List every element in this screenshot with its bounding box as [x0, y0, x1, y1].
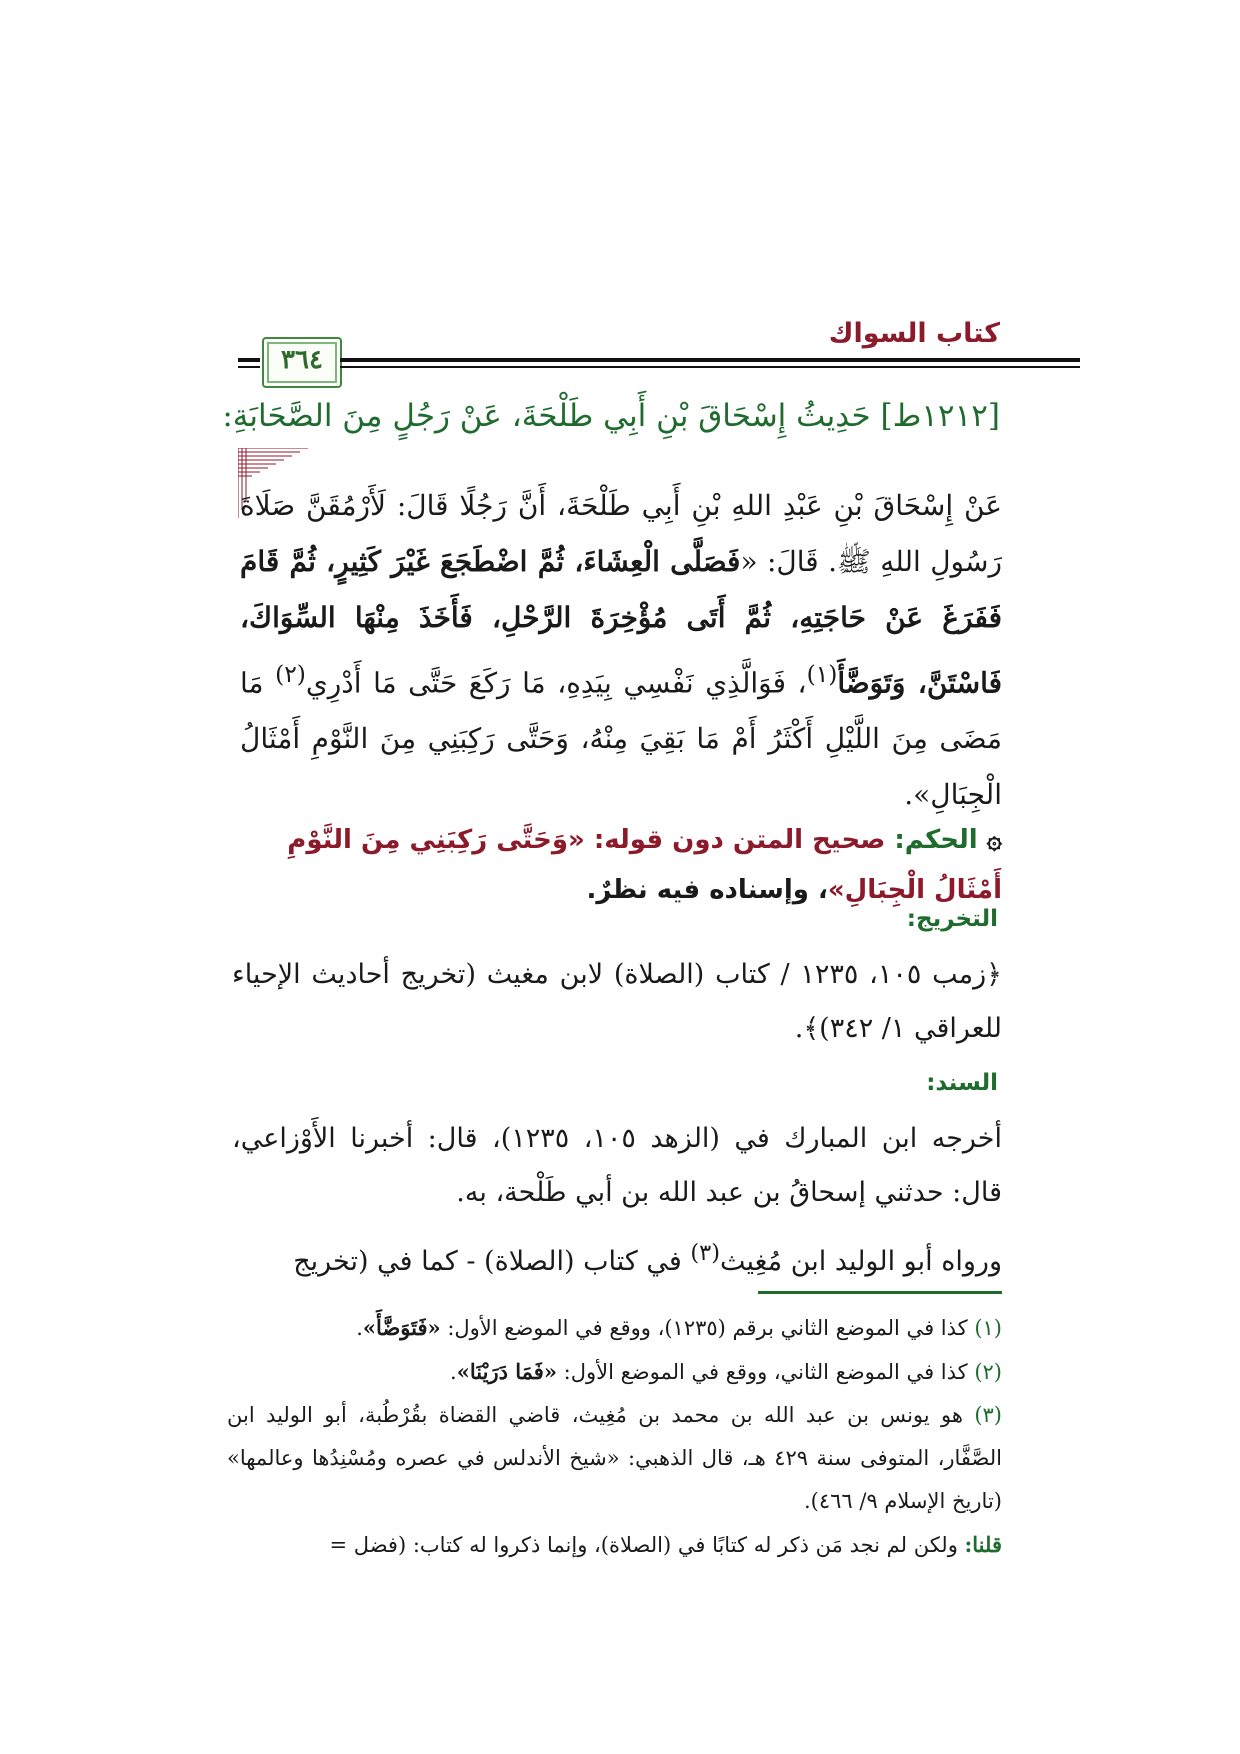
page-number-frame [262, 337, 342, 388]
sanad-paragraph: أخرجه ابن المبارك في (الزهد ١٠٥، ١٢٣٥)، قال: أخبرنا الأَوْزاعي، قال: حدثني إسحاقُ بن عبد الله بن أبي طَلْحة، به. [232, 1123, 1002, 1208]
footnote-end: . [356, 1316, 363, 1340]
ruling-rest: ، وإسناده فيه نظرٌ. [586, 875, 828, 905]
footnote-separator [758, 1291, 1002, 1294]
header-rule [340, 366, 1080, 368]
flower-ornament-icon: ۞ [986, 825, 1002, 855]
footnote [227, 1350, 1002, 1394]
hadith-text-bold: فَصَلَّى الْعِشَاءَ، ثُمَّ اضْطَجَعَ غَيْرَ كَثِيرٍ، ثُمَّ قَامَ فَفَرَغَ عَنْ حَاجَتِهِ، ثُمَّ أَتَى مُؤْخِرَةَ الرَّحْلِ، فَأَخَذَ مِنْهَا السِّوَاكَ، فَاسْتَنَّ، وَتَوَضَّأَ [240, 545, 1003, 700]
hadith-text [240, 478, 1002, 823]
footnote-quote: «فَتَوَضَّأَ» [362, 1315, 441, 1340]
footnote-ref[interactable]: (٢) [275, 660, 306, 688]
footnote-marker: (٢) [974, 1360, 1002, 1384]
book-title: كتاب السواك [828, 318, 1000, 349]
footnote-marker: (١) [974, 1316, 1002, 1340]
sanad-label: السند: [926, 1070, 998, 1096]
page-number: ٣٦٤ [281, 345, 323, 375]
footnote-ref[interactable]: (١) [806, 660, 838, 688]
sanad-text: في كتاب (الصلاة) - كما في (تخريج [293, 1246, 691, 1277]
ruling-text: صحيح المتن دون قوله: [584, 825, 895, 855]
footnote-marker: (٣) [974, 1403, 1002, 1427]
ruling-quote: «وَحَتَّى رَكِبَنِي مِنَ النَّوْمِ أَمْثَالُ الْجِبَالِ» [287, 825, 1002, 905]
footnote-text: هو يونس بن عبد الله بن محمد بن مُغِيث، قاضي القضاة بقُرْطُبة، أبو الوليد ابن الصَّفَّار، المتوفى سنة ٤٢٩ هـ، قال الذهبي: «شيخ الأندلس في عصره ومُسْنِدُها وعالمها» (تاريخ الإسلام ٩/ ٤٦٦). [227, 1403, 1002, 1513]
footnote-quote: «فَمَا دَرَيْنَا» [456, 1359, 557, 1384]
hadith-heading: [١٢١٢ط] حَدِيثُ إِسْحَاقَ بْنِ أَبِي طَلْحَةَ، عَنْ رَجُلٍ مِنَ الصَّحَابَةِ: [222, 398, 1000, 434]
footnote-label: قلنا: [964, 1532, 1002, 1557]
footnote-text: كذا في الموضع الثاني برقم (١٢٣٥)، ووقع في الموضع الأول: [440, 1316, 975, 1340]
sanad-text: ورواه أبو الوليد ابن مُغِيث [720, 1246, 1002, 1277]
takhrij-label: التخريج: [906, 906, 998, 932]
takhrij-text: ﴿زمب ١٠٥، ١٢٣٥ / كتاب (الصلاة) لابن مغيث (تخريج أحاديث الإحياء للعراقي ١/ ٣٤٢)﴾. [232, 959, 1003, 1044]
footnote [227, 1394, 1002, 1523]
header-rule [340, 358, 1080, 362]
footnote-text: كذا في الموضع الثاني، ووقع في الموضع الأول: [556, 1360, 975, 1384]
sanad-paragraph [232, 1226, 1002, 1289]
footnote-end: . [450, 1360, 457, 1384]
hadith-text-continued: مَا مَضَى مِنَ اللَّيْلِ أَكْثَرُ أَمْ مَا بَقِيَ مِنْهُ، وَحَتَّى رَكِبَنِي مِنَ النَّوْمِ أَمْثَالُ الْجِبَالِ». [240, 666, 1002, 812]
header-rule [238, 358, 260, 362]
footnote [227, 1523, 1002, 1567]
ruling [232, 815, 1002, 915]
footnote-ref[interactable]: (٣) [690, 1240, 720, 1266]
hadith-text-continued: ، فَوَالَّذِي نَفْسِي بِيَدِهِ، مَا رَكَعَ حَتَّى مَا أَدْرِي [305, 666, 807, 700]
hadith-text-plain: عَنْ إِسْحَاقَ بْنِ عَبْدِ اللهِ بْنِ أَبِي طَلْحَةَ، أَنَّ رَجُلًا قَالَ: لَأَرْمُقَنَّ صَلَاةَ رَسُولِ اللهِ ﷺ. قَالَ: « [240, 489, 1002, 578]
footnotes [227, 1306, 1002, 1567]
footnote-text: ولكن لم نجد مَن ذكر له كتابًا في (الصلاة)، وإنما ذكروا له كتاب: (فضل = [329, 1533, 965, 1557]
header-rule [238, 366, 260, 368]
ruling-label: الحكم: [894, 825, 978, 855]
footnote [227, 1306, 1002, 1350]
